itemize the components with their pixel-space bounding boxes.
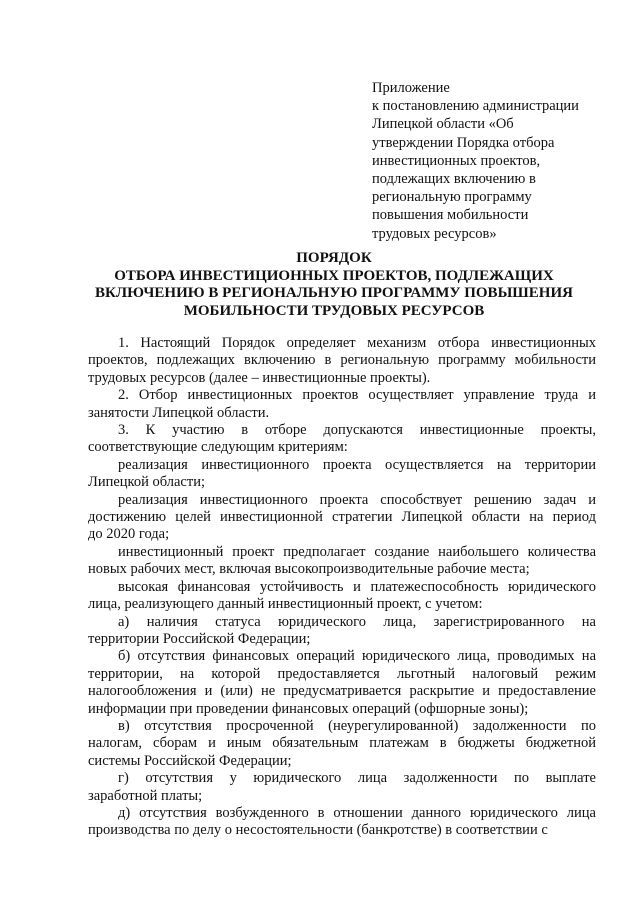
- body-paragraph: [88, 422, 596, 457]
- appendix-line: трудовых ресурсов»: [372, 225, 497, 242]
- paragraph-line: до 2020 года;: [88, 526, 170, 543]
- paragraph-line: лица, реализующего данный инвестиционный проект, с учетом:: [88, 596, 483, 613]
- paragraph-line: налогообложения и (или) не предусматривается раскрытие и предоставление: [88, 683, 596, 700]
- appendix-line: региональную программу: [372, 189, 532, 206]
- paragraph-line: системы Российской Федерации;: [88, 752, 292, 769]
- document-body: [88, 335, 596, 840]
- paragraph-first-line: д) отсутствия возбужденного в отношении данного юридического лица: [118, 804, 596, 821]
- body-paragraph: [88, 770, 596, 805]
- paragraph-line: заработной платы;: [88, 787, 203, 804]
- paragraph-first-line: высокая финансовая устойчивость и платежеспособность юридического: [118, 578, 596, 595]
- heading-line: ОТБОРА ИНВЕСТИЦИОННЫХ ПРОЕКТОВ, ПОДЛЕЖАЩИХ: [114, 267, 554, 284]
- appendix-line: инвестиционных проектов,: [372, 152, 541, 169]
- body-paragraph: [88, 543, 596, 579]
- paragraph-line: достижению целей инвестиционной стратегии Липецкой области на период: [88, 509, 596, 526]
- body-paragraph: [88, 335, 596, 387]
- paragraph-line: новых рабочих мест, включая высокопроизводительные рабочие места;: [88, 561, 530, 578]
- paragraph-first-line: в) отсутствия просроченной (неурегулированной) задолженности по: [118, 717, 596, 734]
- body-paragraph: [88, 804, 596, 840]
- paragraph-first-line: б) отсутствия финансовых операций юридического лица, проводимых на: [118, 648, 596, 665]
- paragraph-line: информации при проведении финансовых операций (офшорные зоны);: [88, 700, 529, 717]
- paragraph-first-line: реализация инвестиционного проекта осуществляется на территории: [118, 456, 596, 473]
- appendix-block: [372, 79, 608, 243]
- document-heading: [60, 250, 608, 320]
- heading-line: МОБИЛЬНОСТИ ТРУДОВЫХ РЕСУРСОВ: [183, 302, 485, 319]
- paragraph-line: соответствующие следующим критериям:: [88, 439, 348, 456]
- heading-line: ВКЛЮЧЕНИЮ В РЕГИОНАЛЬНУЮ ПРОГРАММУ ПОВЫШЕНИЯ: [95, 285, 573, 301]
- paragraph-line: территории Российской Федерации;: [88, 630, 311, 647]
- appendix-line: Приложение: [372, 80, 450, 96]
- appendix-line: Липецкой области «Об: [372, 116, 514, 133]
- paragraph-first-line: г) отсутствия у юридического лица задолженности по выплате: [118, 770, 596, 787]
- body-paragraph: [88, 456, 596, 492]
- body-paragraph: [88, 648, 596, 718]
- paragraph-line: производства по делу о несостоятельности (банкротстве) в соответствии с: [88, 822, 548, 839]
- paragraph-first-line: 3. К участию в отборе допускаются инвестиционные проекты,: [118, 422, 596, 439]
- appendix-line: повышения мобильности: [372, 207, 529, 224]
- paragraph-first-line: реализация инвестиционного проекта способствует решению задач и: [118, 491, 596, 508]
- paragraph-line: территории, на которой предоставляется льготный налоговый режим: [88, 665, 596, 682]
- body-paragraph: [88, 613, 596, 649]
- paragraph-line: проектов, подлежащих включению в региональную программу мобильности: [88, 352, 596, 369]
- body-paragraph: [88, 491, 596, 544]
- body-paragraph: [88, 387, 596, 422]
- paragraph-first-line: инвестиционный проект предполагает создание наибольшего количества: [118, 543, 596, 560]
- paragraph-first-line: 2. Отбор инвестиционных проектов осуществляет управление труда и: [118, 387, 596, 404]
- appendix-line: к постановлению администрации: [372, 98, 579, 115]
- paragraph-first-line: 1. Настоящий Порядок определяет механизм отбора инвестиционных: [118, 335, 596, 351]
- paragraph-line: трудовых ресурсов (далее – инвестиционные проекты).: [88, 369, 431, 386]
- heading-line: ПОРЯДОК: [296, 250, 372, 266]
- body-paragraph: [88, 578, 596, 614]
- paragraph-line: налогам, сборам и иным обязательным платежам в бюджеты бюджетной: [88, 735, 596, 752]
- appendix-line: подлежащих включению в: [372, 171, 536, 188]
- body-paragraph: [88, 717, 596, 770]
- paragraph-line: занятости Липецкой области.: [88, 404, 270, 421]
- paragraph-first-line: а) наличия статуса юридического лица, зарегистрированного на: [118, 613, 596, 630]
- paragraph-line: Липецкой области;: [88, 474, 205, 491]
- appendix-line: утверждении Порядка отбора: [372, 134, 555, 151]
